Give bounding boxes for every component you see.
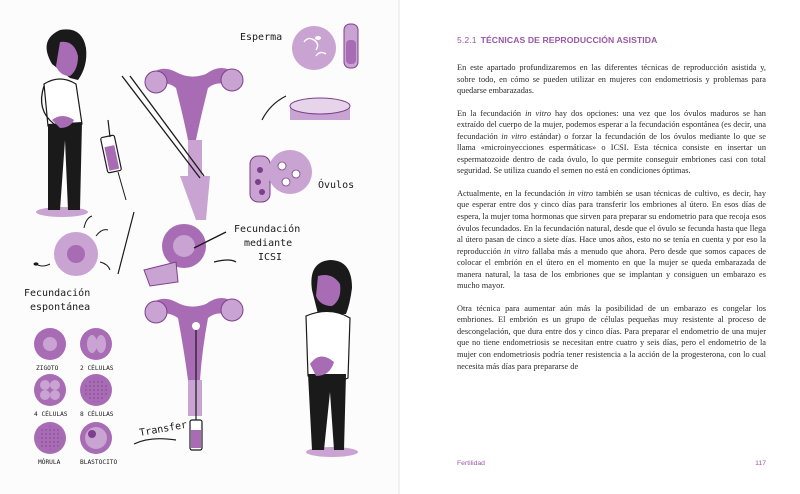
body-paragraph xyxy=(457,62,766,97)
text-run: fallaba más a menudo que ahora. Pero desde que somos capaces de colocar el embrión en el útero en el momento en que la mujer se queda embarazada de manera natural, la tasa de los embriones que se implantan y consiguen un embarazo es mucho mayor. xyxy=(457,246,766,291)
section-heading xyxy=(457,35,657,45)
text-run: estándar) o forzar la fecundación de los óvulos mediante lo que se llama «microinyecciones espermáticas» o ICSI. Esta técnica consiste en insertar un espermatozoide dentro de cada óvulo, lo que permite conseguir embriones casi con total seguridad. Se utiliza cuando el semen no está en condiciones óptimas. xyxy=(457,131,766,176)
label-sperm: Esperma xyxy=(240,32,283,43)
body-text xyxy=(457,62,766,383)
label-icsi-1: Fecundación xyxy=(234,224,301,235)
label-spontaneous-2: espontánea xyxy=(30,302,91,313)
label-morula: MÓRULA xyxy=(38,459,61,466)
italic-term: in vitro xyxy=(501,131,527,141)
text-run: En este apartado profundizaremos en las diferentes técnicas de reproducción asistida y, sobre todo, en cómo se pueden utilizar en mujeres con endometriosis y problemas para quedarse embarazadas. xyxy=(457,63,766,96)
italic-term: in vitro xyxy=(525,108,551,118)
syringe-icon xyxy=(100,120,126,200)
label-blastocyst: BLASTOCITO xyxy=(80,459,118,466)
label-zygote: ZIGOTO xyxy=(36,365,59,372)
label-four-cells: 4 CÉLULAS xyxy=(34,411,68,418)
label-two-cells: 2 CÉLULAS xyxy=(80,365,114,372)
woman-figure-bottom xyxy=(306,260,358,457)
label-ovules: Óvulos xyxy=(318,180,355,191)
text-run: Actualmente, en la fecundación xyxy=(457,188,569,198)
running-footer-title: Fertilidad xyxy=(457,460,485,467)
body-paragraph xyxy=(457,303,766,372)
ovule-tube-icon xyxy=(250,150,312,202)
section-title: TÉCNICAS DE REPRODUCCIÓN ASISTIDA xyxy=(480,35,658,45)
body-paragraph xyxy=(457,188,766,292)
section-number: 5.2.1 xyxy=(457,35,477,45)
label-icsi-2: mediante xyxy=(244,238,293,249)
body-paragraph xyxy=(457,108,766,177)
italic-term: in vitro xyxy=(568,188,594,198)
label-icsi-3: ICSI xyxy=(258,252,283,263)
text-run: En la fecundación xyxy=(457,108,526,118)
label-transfer: Transfer xyxy=(138,419,188,439)
sperm-dish-icon xyxy=(292,24,358,70)
label-spontaneous-1: Fecundación xyxy=(24,288,91,299)
italic-term: in vitro xyxy=(504,246,529,256)
icsi-egg-icon xyxy=(118,212,236,286)
page-number: 117 xyxy=(755,460,766,467)
woman-figure-top xyxy=(36,29,88,217)
label-eight-cells: 8 CÉLULAS xyxy=(80,411,114,418)
uterus-top xyxy=(122,68,243,220)
text-run: Otra técnica para aumentar aún más la posibilidad de un embarazo es congelar los embriones. El embrión es un grupo de células pequeñas muy resistente al proceso de descongelación, que dura entre dos y cinco días. Para preparar el endometrio de una mujer que no tiene endometriosis se necesitan entre cuatro y seis días, pero el endometrio de la mujer con endometriosis podría tener resistencia a la acción de la progesterona, con lo cual necesita más días para prepararse de xyxy=(457,303,766,371)
text-run: también se usan técnicas de cultivo, es decir, hay que esperar entre dos y cinco días para transferir los embriones al útero. En esos días de espera, la mujer toma hormonas que sirven para preparar su endometrio para que recoja esos óvulos fecundados. En la fecundación natural, desde que el óvulo se fecunda hasta que llega al útero pasan de cinco a siete días. Hace unos años, esto no se tenía en cuenta y por eso la reproducción xyxy=(457,188,766,256)
text-run: hay dos opciones: una vez que los óvulos maduros se han extraído del cuerpo de la mujer, podemos esperar a la fecundación espontánea (es decir, una fecundación xyxy=(457,108,766,141)
spontaneous-egg-icon xyxy=(34,216,111,276)
embryo-stages xyxy=(34,328,112,454)
petri-dish-icon xyxy=(262,96,350,120)
